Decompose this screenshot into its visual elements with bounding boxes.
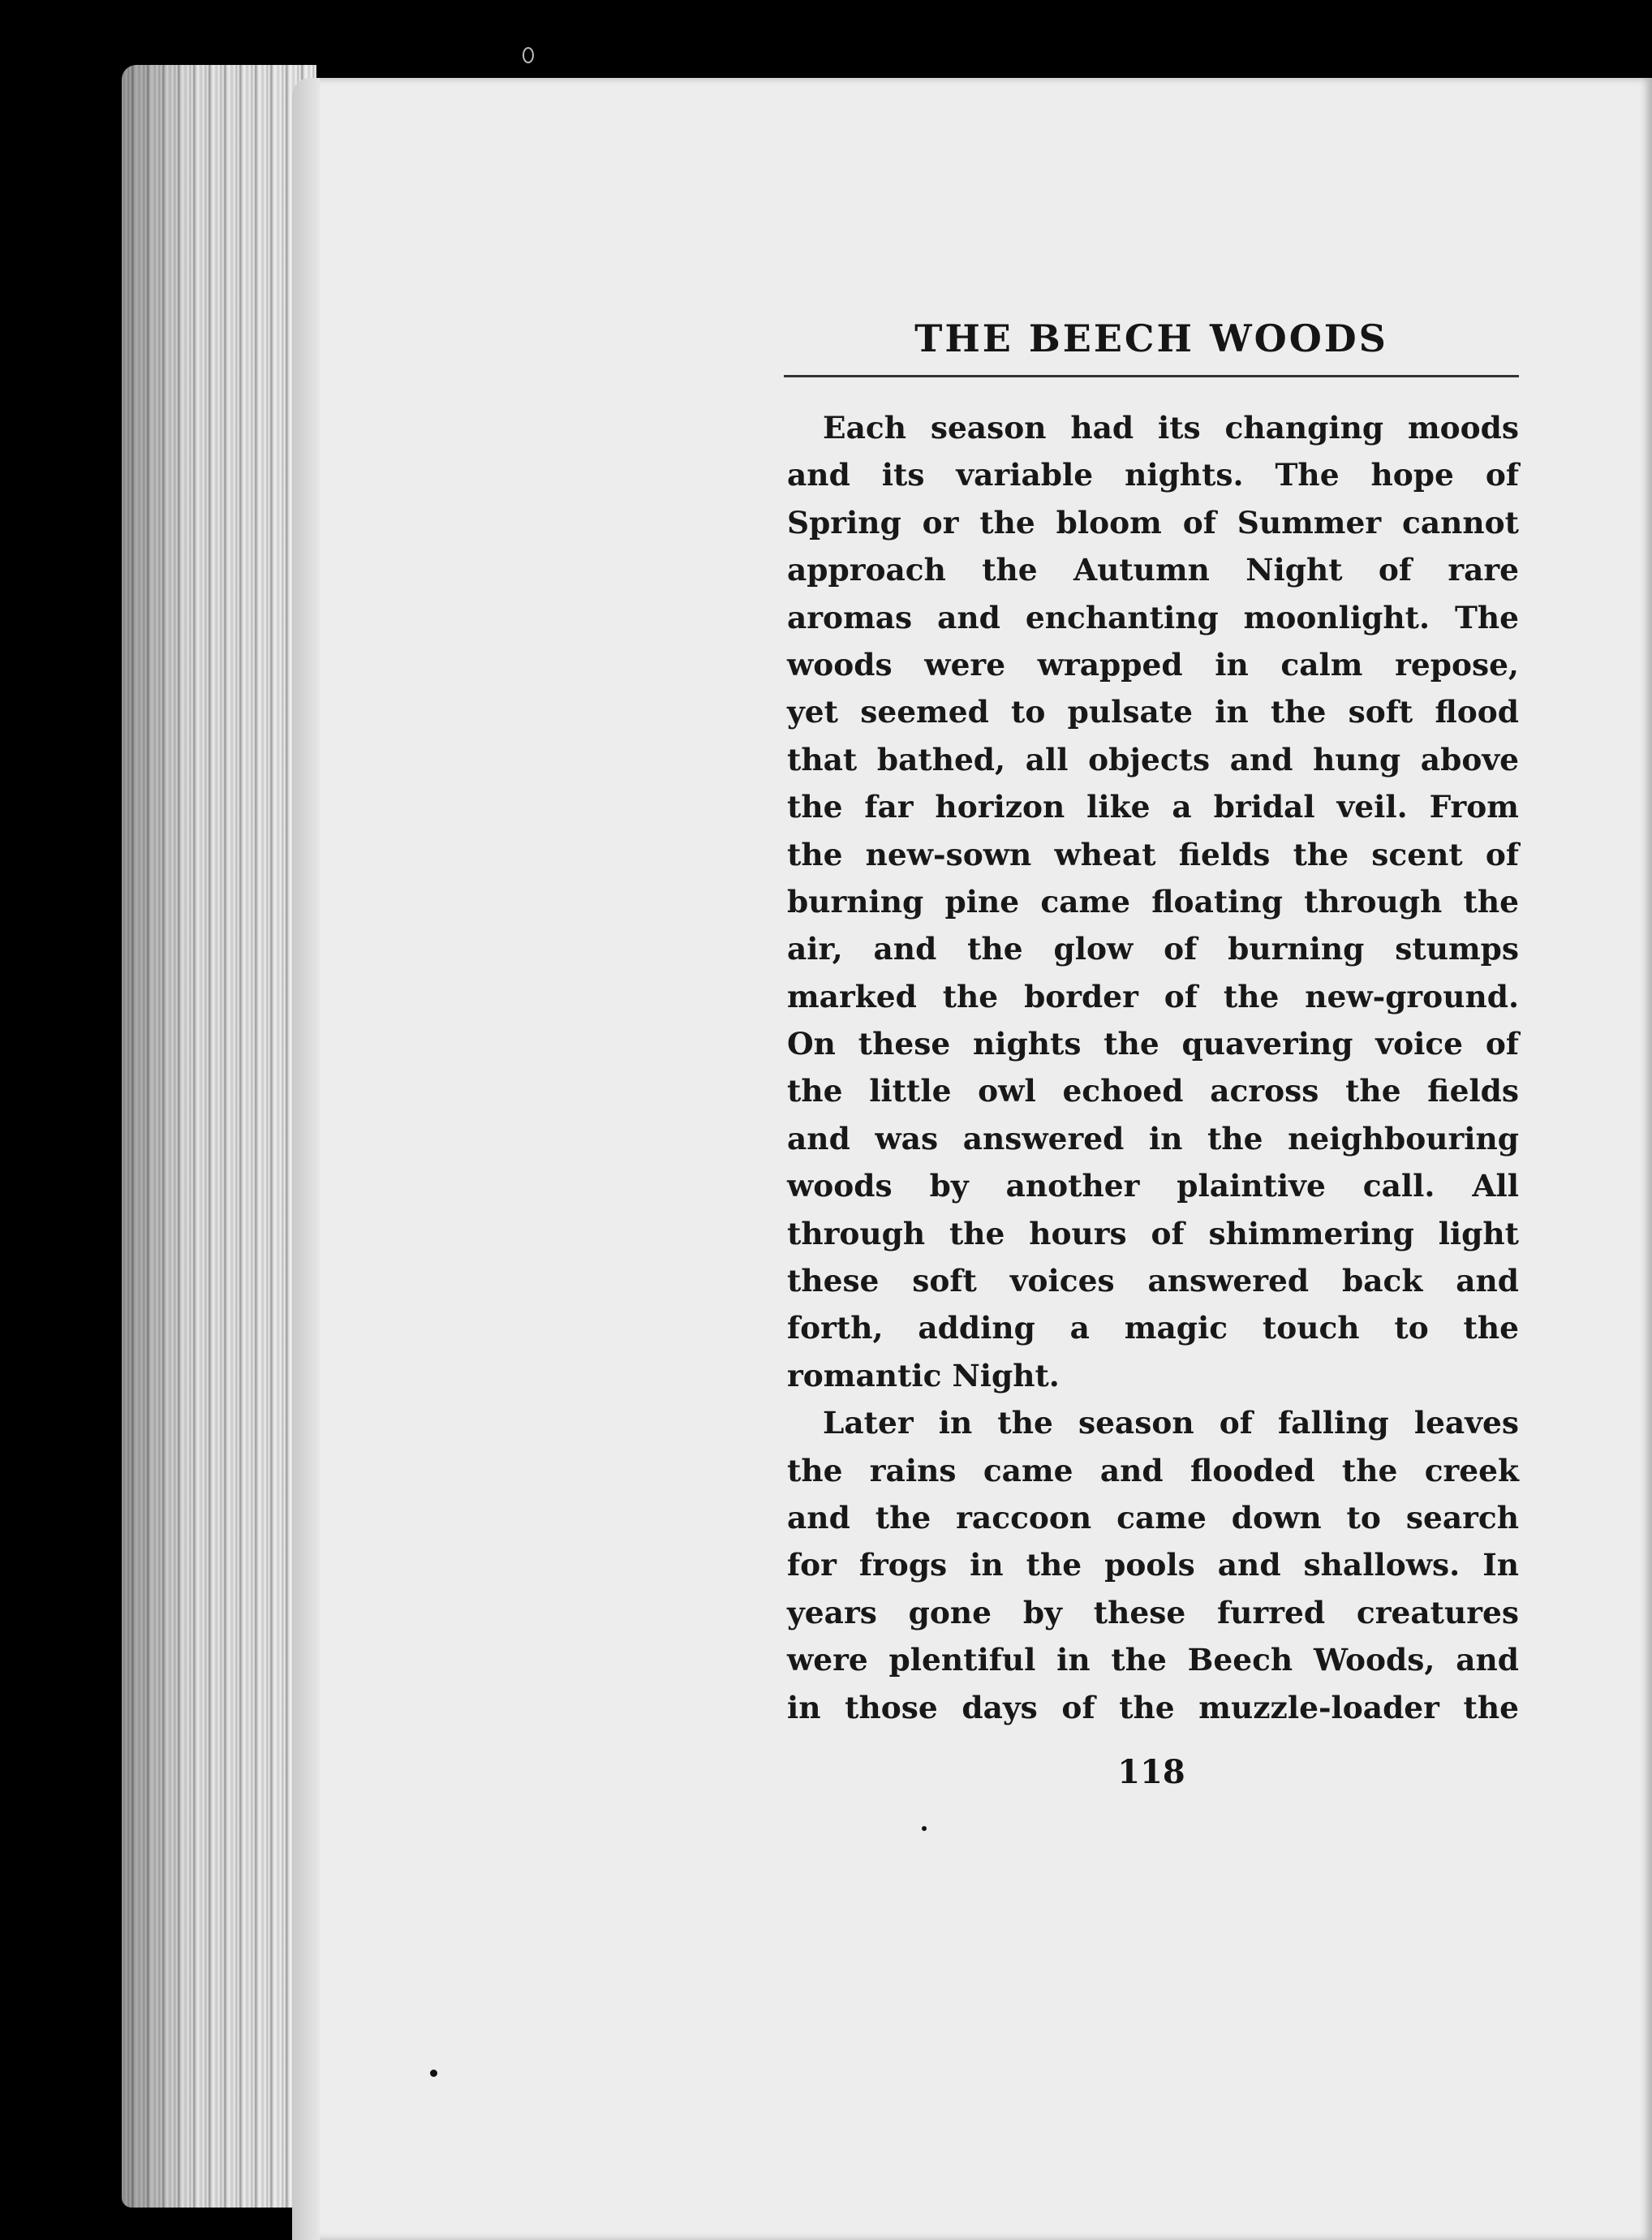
text-line: the rains came and flooded the creek: [787, 1452, 1519, 1488]
text-line: romantic Night.: [787, 1357, 1060, 1394]
text-line: woods by another plaintive call. All: [787, 1168, 1519, 1204]
running-head: THE BEECH WOODS: [914, 317, 1388, 360]
text-line: forth, adding a magic touch to the: [787, 1310, 1519, 1346]
text-line: and was answered in the neighbouring: [787, 1120, 1519, 1157]
text-line: the far horizon like a bridal veil. From: [787, 789, 1519, 825]
text-line: in those days of the muzzle-loader the: [787, 1689, 1519, 1725]
text-line: the little owl echoed across the fields: [787, 1073, 1519, 1109]
text-line: air, and the glow of burning stumps: [787, 931, 1519, 967]
text-line: yet seemed to pulsate in the soft flood: [787, 694, 1519, 730]
text-line: woods were wrapped in calm repose,: [787, 646, 1519, 683]
page-gutter-edge: [292, 78, 320, 2240]
text-line: were plentiful in the Beech Woods, and: [787, 1642, 1519, 1678]
text-line: and the raccoon came down to search: [787, 1499, 1519, 1536]
edge-shadow: [122, 65, 316, 2208]
scan-mark: [523, 47, 534, 63]
running-head-rule: [784, 375, 1519, 377]
text-line: Each season had its changing moods: [823, 410, 1519, 446]
page-number: 118: [1117, 1753, 1185, 1791]
stacked-page-edges: [122, 65, 316, 2208]
text-line: that bathed, all objects and hung above: [787, 741, 1519, 778]
body-text: [787, 404, 1519, 1731]
dust-speck: [430, 2070, 437, 2077]
text-line: these soft voices answered back and: [787, 1263, 1519, 1299]
dust-speck: [922, 1826, 927, 1831]
text-line: aromas and enchanting moonlight. The: [787, 599, 1519, 635]
text-line: for frogs in the pools and shallows. In: [787, 1547, 1519, 1583]
text-line: approach the Autumn Night of rare: [787, 552, 1519, 588]
text-line: Spring or the bloom of Summer cannot: [787, 504, 1519, 541]
text-line: Later in the season of falling leaves: [823, 1405, 1519, 1441]
text-line: the new-sown wheat fields the scent of: [787, 836, 1519, 872]
text-line: through the hours of shimmering light: [787, 1215, 1519, 1251]
text-line: On these nights the quavering voice of: [787, 1026, 1519, 1062]
text-line: marked the border of the new-ground.: [787, 978, 1519, 1014]
text-line: and its variable nights. The hope of: [787, 457, 1519, 493]
text-line: years gone by these furred creatures: [787, 1594, 1519, 1630]
text-line: burning pine came floating through the: [787, 883, 1519, 920]
